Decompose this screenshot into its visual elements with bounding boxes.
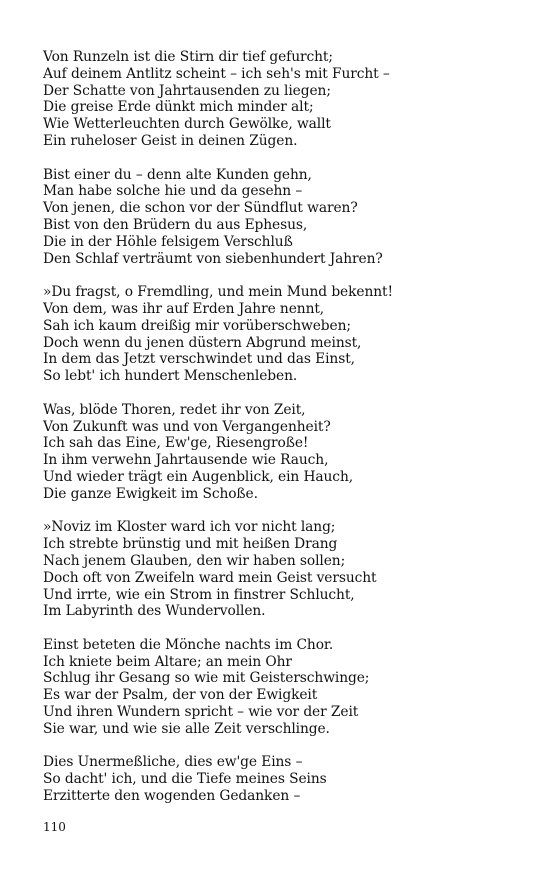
verse-line: Bist einer du – denn alte Kunden gehn,: [43, 166, 312, 183]
verse-line: Es war der Psalm, der von der Ewigkeit: [43, 687, 318, 704]
poem-text: [43, 49, 523, 822]
stanza: [43, 167, 523, 268]
verse-line: Ich kniete beim Altare; an mein Ohr: [43, 653, 292, 670]
verse-line: Einst beteten die Mönche nachts im Chor.: [43, 636, 334, 653]
verse-line: Den Schlaf verträumt von siebenhundert Jahren?: [43, 250, 383, 267]
verse-line: Und wieder trägt ein Augenblick, ein Hauch,: [43, 468, 354, 485]
stanza: [43, 637, 523, 738]
verse-line: In dem das Jetzt verschwindet und das Einst,: [43, 351, 355, 368]
verse-line: Ich strebte brünstig und mit heißen Drang: [43, 536, 338, 553]
verse-line: Ich sah das Eine, Ew'ge, Riesengroße!: [43, 435, 309, 452]
verse-line: So lebt' ich hundert Menschenleben.: [43, 368, 298, 385]
verse-line: Wie Wetterleuchten durch Gewölke, wallt: [43, 116, 331, 133]
verse-line: In ihm verwehn Jahrtausende wie Rauch,: [43, 452, 329, 469]
verse-line: So dacht' ich, und die Tiefe meines Seins: [43, 771, 327, 788]
verse-line: Dies Unermeßliche, dies ew'ge Eins –: [43, 754, 303, 771]
verse-line: Bist von den Brüdern du aus Ephesus,: [43, 216, 308, 233]
page-number: 110: [43, 820, 66, 834]
verse-line: Doch oft von Zweifeln ward mein Geist versucht: [43, 569, 377, 586]
stanza: [43, 49, 523, 150]
verse-line: Nach jenem Glauben, den wir haben sollen;: [43, 552, 346, 569]
verse-line: Die ganze Ewigkeit im Schoße.: [43, 485, 258, 502]
verse-line: Von Runzeln ist die Stirn dir tief gefurcht;: [43, 49, 333, 65]
verse-line: Die greise Erde dünkt mich minder alt;: [43, 99, 314, 116]
verse-line: Die in der Höhle felsigem Verschluß: [43, 233, 293, 250]
verse-line: Von dem, was ihr auf Erden Jahre nennt,: [43, 300, 325, 317]
verse-line: »Du fragst, o Fremdling, und mein Mund bekennt!: [43, 284, 393, 301]
verse-line: Man habe solche hie und da gesehn –: [43, 183, 303, 200]
verse-line: Ein ruheloser Geist in deinen Zügen.: [43, 132, 298, 149]
stanza: [43, 754, 523, 804]
verse-line: Von Zukunft was und von Vergangenheit?: [43, 418, 331, 435]
verse-line: Der Schatte von Jahrtausenden zu liegen;: [43, 82, 331, 99]
verse-line: Schlug ihr Gesang so wie mit Geisterschwinge;: [43, 670, 370, 687]
verse-line: Sie war, und wie sie alle Zeit verschlinge.: [43, 720, 330, 737]
verse-line: Auf deinem Antlitz scheint – ich seh's mit Furcht –: [43, 65, 390, 82]
verse-line: Im Labyrinth des Wundervollen.: [43, 603, 266, 620]
verse-line: Von jenen, die schon vor der Sündflut waren?: [43, 200, 358, 217]
verse-line: Doch wenn du jenen düstern Abgrund meinst,: [43, 334, 362, 351]
verse-line: »Noviz im Kloster ward ich vor nicht lang;: [43, 519, 336, 536]
stanza: [43, 284, 523, 385]
verse-line: Was, blöde Thoren, redet ihr von Zeit,: [43, 401, 306, 418]
stanza: [43, 402, 523, 503]
verse-line: Erzitterte den wogenden Gedanken –: [43, 788, 301, 805]
verse-line: Und ihren Wundern spricht – wie vor der Zeit: [43, 704, 359, 721]
stanza: [43, 519, 523, 620]
verse-line: Sah ich kaum dreißig mir vorüberschweben;: [43, 317, 351, 334]
verse-line: Und irrte, wie ein Strom in finstrer Schlucht,: [43, 586, 355, 603]
